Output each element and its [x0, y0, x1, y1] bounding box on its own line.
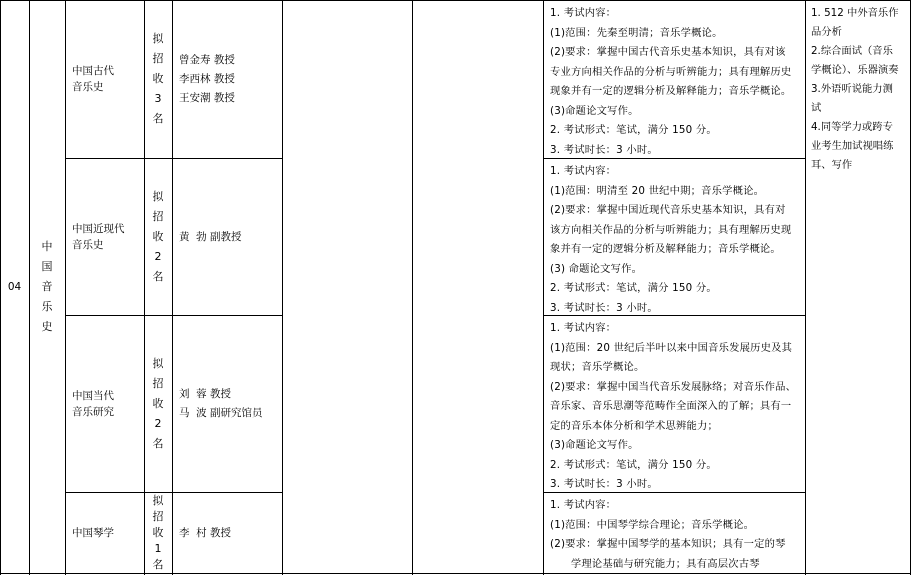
direction-cell — [72, 0, 144, 158]
tutor-name: 曾金寿 教授 — [179, 53, 235, 66]
quota-char: 招 — [152, 510, 164, 523]
exam-line: 1. 考试内容： — [550, 322, 617, 334]
notes-line: 学概论）、乐器演奏 — [811, 64, 899, 76]
tutors-cell — [179, 0, 282, 158]
quota-char: 拟 — [152, 190, 164, 203]
notes-line: 试 — [811, 102, 822, 114]
exam-line: 3. 考试时长：3 小时。 — [550, 301, 658, 314]
exam-line: 定的音乐本体分析和学术思辨能力； — [550, 419, 718, 432]
quota-char: 名 — [152, 112, 164, 125]
exam-line: 1. 考试内容： — [550, 7, 617, 19]
direction-cell — [72, 493, 144, 573]
exam-line: 该方向相关作品的分析与听辨能力；具有理解历史现 — [550, 223, 792, 236]
quota-char: 2 — [154, 250, 162, 263]
grid-line — [172, 0, 173, 575]
exam-line: (2)要求：掌握中国近现代音乐史基本知识，具有对 — [550, 204, 786, 216]
exam-line: 3. 考试时长：3 小时。 — [550, 143, 658, 156]
tutors-cell — [179, 159, 282, 315]
exam-line: (3)命题论文写作。 — [550, 439, 639, 451]
grid-line — [412, 0, 413, 575]
grid-line — [0, 573, 911, 574]
notes-line: 品分析 — [811, 26, 842, 38]
grid-line — [805, 0, 806, 575]
dept-name-char: 音 — [41, 279, 53, 293]
quota-char: 收 — [152, 526, 164, 539]
exam-line: 1. 考试内容： — [550, 165, 617, 177]
direction-name-line: 中国古代 — [72, 65, 114, 77]
grid-line — [543, 0, 544, 575]
quota-char: 名 — [152, 558, 164, 571]
notes-cell — [811, 4, 909, 564]
notes-line: 业考生加试视唱练 — [811, 140, 894, 152]
tutor-name: 黄 勃 副教授 — [179, 230, 242, 243]
exam-line: 专业方向相关作品的分析与听辨能力；具有理解历史 — [550, 65, 792, 78]
exam-cell — [550, 162, 805, 315]
exam-line: 学理论基础与研究能力；具有高层次古琴 — [550, 557, 760, 570]
exam-line: 2. 考试形式：笔试，满分 150 分。 — [550, 458, 717, 471]
exam-line: 2. 考试形式：笔试，满分 150 分。 — [550, 124, 717, 136]
exam-line: (2)要求：掌握中国古代音乐史基本知识，具有对该 — [550, 46, 786, 58]
quota-cell — [144, 159, 172, 315]
dept-name-cell — [29, 0, 65, 573]
exam-cell — [550, 319, 805, 492]
exam-line: 3. 考试时长：3 小时。 — [550, 478, 658, 490]
grid-line — [282, 0, 283, 575]
exam-line: (3)命题论文写作。 — [550, 104, 639, 117]
dept-code: 04 — [7, 280, 22, 293]
quota-char: 拟 — [152, 357, 164, 370]
dept-code-cell — [0, 0, 29, 573]
exam-line: 象并有一定的逻辑分析及解释能力；音乐学概论。 — [550, 243, 781, 255]
exam-cell — [550, 4, 805, 158]
quota-char: 招 — [152, 52, 164, 65]
direction-cell — [72, 316, 144, 492]
dept-name-char: 国 — [41, 259, 53, 273]
tutor-name: 李 村 教授 — [179, 526, 232, 539]
tutor-name: 刘 蓉 教授 — [179, 388, 232, 400]
notes-line: 1. 512 中外音乐作 — [811, 7, 899, 19]
direction-name-line: 中国近现代 — [72, 223, 125, 235]
quota-char: 收 — [152, 397, 164, 410]
notes-line: 2.综合面试（音乐 — [811, 45, 893, 57]
exam-line: 2. 考试形式：笔试，满分 150 分。 — [550, 282, 717, 294]
quota-char: 3 — [154, 92, 162, 105]
exam-cell — [550, 496, 805, 573]
exam-line: (1)范围：中国琴学综合理论；音乐学概论。 — [550, 518, 755, 531]
direction-name-line: 中国当代 — [72, 390, 114, 402]
quota-char: 2 — [154, 417, 162, 430]
quota-char: 名 — [152, 437, 164, 450]
exam-line: (3) 命题论文写作。 — [550, 262, 643, 275]
exam-line: (2)要求：掌握中国当代音乐发展脉络；对音乐作品、 — [550, 380, 797, 393]
direction-name-line: 音乐史 — [72, 81, 104, 93]
quota-cell — [144, 493, 172, 573]
tutors-cell — [179, 493, 282, 573]
dept-name-char: 乐 — [41, 299, 53, 313]
quota-char: 收 — [152, 230, 164, 243]
direction-name-line: 音乐史 — [72, 239, 104, 251]
notes-line: 耳、写作 — [811, 159, 853, 171]
exam-line: 音乐家、音乐思潮等范畴作全面深入的了解；具有一 — [550, 400, 792, 412]
tutor-name: 马 波 副研究馆员 — [179, 407, 263, 419]
quota-cell — [144, 0, 172, 158]
exam-line: (1)范围：先秦至明清；音乐学概论。 — [550, 26, 723, 39]
exam-line: (1)范围：明清至 20 世纪中期；音乐学概论。 — [550, 184, 765, 197]
exam-line: 现象并有一定的逻辑分析及解释能力；音乐学概论。 — [550, 85, 792, 97]
quota-char: 收 — [152, 72, 164, 85]
notes-line: 3.外语听说能力测 — [811, 83, 893, 95]
direction-name-line: 音乐研究 — [72, 406, 114, 418]
tutor-name: 王安潮 教授 — [179, 91, 235, 104]
exam-line: (1)范围：20 世纪后半叶以来中国音乐发展历史及其 — [550, 341, 793, 354]
quota-char: 拟 — [152, 494, 164, 507]
quota-char: 1 — [154, 542, 162, 555]
exam-line: (2)要求：掌握中国琴学的基本知识；具有一定的琴 — [550, 538, 786, 550]
tutor-name: 李西林 教授 — [179, 72, 235, 85]
quota-char: 招 — [152, 210, 164, 223]
quota-char: 名 — [152, 270, 164, 283]
direction-name-line: 中国琴学 — [72, 527, 114, 539]
quota-char: 招 — [152, 377, 164, 390]
grid-line — [65, 0, 66, 575]
dept-name-char: 史 — [41, 319, 53, 333]
tutors-cell — [179, 316, 282, 492]
exam-line: 现状；音乐学概论。 — [550, 361, 645, 373]
direction-cell — [72, 159, 144, 315]
dept-name-char: 中 — [41, 239, 53, 253]
quota-cell — [144, 316, 172, 492]
exam-line: 1. 考试内容： — [550, 499, 617, 511]
quota-char: 拟 — [152, 32, 164, 45]
notes-line: 4.同等学力或跨专 — [811, 121, 893, 133]
